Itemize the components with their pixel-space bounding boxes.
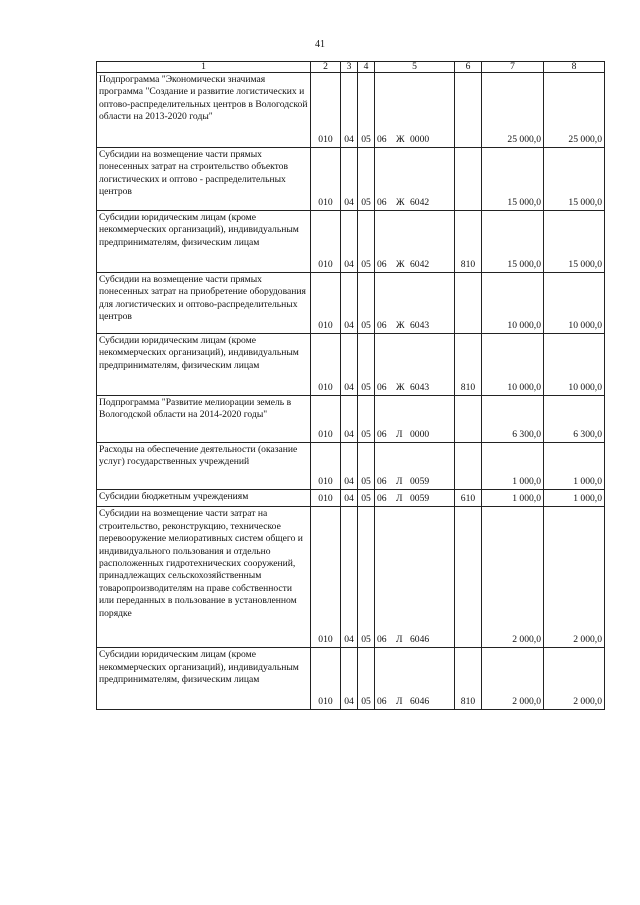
col6-cell: [455, 273, 482, 334]
code-part: 06: [377, 428, 387, 440]
row-name-cell: [97, 507, 311, 648]
row-name-cell: [97, 211, 311, 273]
col4-cell: 05: [358, 211, 375, 273]
col2-cell: 010: [311, 507, 341, 648]
row-name: Субсидии на возмещение части прямых понесенных затрат на приобретение оборудования для логистических и оптово-распределительных центров: [99, 274, 306, 323]
col3-cell: 04: [341, 273, 358, 334]
row-name: Субсидии юридическим лицам (кроме некоммерческих организаций), индивидуальным предпринимателям, физическим лицам: [99, 212, 299, 248]
col7-cell: 1 000,0: [482, 443, 544, 490]
table-row: [97, 334, 605, 396]
column-header: 7: [482, 62, 544, 73]
col2-cell: 010: [311, 334, 341, 396]
budget-table: [96, 61, 605, 710]
col8-cell: 2 000,0: [544, 648, 605, 710]
col3-cell: 04: [341, 507, 358, 648]
col6-cell: 810: [455, 648, 482, 710]
code-letter: Л: [396, 634, 403, 645]
table-row: [97, 273, 605, 334]
col4-cell: 05: [358, 443, 375, 490]
col8-cell: 25 000,0: [544, 73, 605, 148]
code-part: 06: [377, 319, 387, 331]
col3-cell: 04: [341, 443, 358, 490]
col4-cell: 05: [358, 73, 375, 148]
table-row: [97, 648, 605, 710]
code-number: 6042: [410, 196, 430, 208]
col6-cell: 810: [455, 211, 482, 273]
col5-cell: [375, 490, 455, 507]
col4-cell: 05: [358, 648, 375, 710]
code-part: 06: [377, 475, 387, 487]
col6-cell: [455, 443, 482, 490]
row-name: Субсидии юридическим лицам (кроме некоммерческих организаций), индивидуальным предпринимателям, физическим лицам: [99, 335, 299, 371]
column-header: 3: [341, 62, 358, 73]
col8-cell: 2 000,0: [544, 507, 605, 648]
code-part: 06: [377, 381, 387, 393]
col7-cell: 2 000,0: [482, 507, 544, 648]
col3-cell: 04: [341, 396, 358, 443]
code-part: 06: [377, 696, 387, 707]
col4-cell: 05: [358, 334, 375, 396]
code-number: 0000: [410, 133, 430, 145]
col6-cell: [455, 507, 482, 648]
code-letter: Ж: [396, 196, 405, 208]
col7-cell: 25 000,0: [482, 73, 544, 148]
page-number: 41: [315, 39, 325, 50]
row-name: Субсидии бюджетным учреждениям: [99, 491, 249, 502]
col3-cell: 04: [341, 648, 358, 710]
col7-cell: 6 300,0: [482, 396, 544, 443]
code-part: 06: [377, 258, 387, 270]
col2-cell: 010: [311, 73, 341, 148]
code-letter: Ж: [396, 133, 405, 145]
col4-cell: 05: [358, 273, 375, 334]
column-header: 4: [358, 62, 375, 73]
table-row: [97, 148, 605, 211]
table-row: [97, 490, 605, 507]
col8-cell: 1 000,0: [544, 443, 605, 490]
col3-cell: 04: [341, 334, 358, 396]
col7-cell: 2 000,0: [482, 648, 544, 710]
code-letter: Ж: [396, 381, 405, 393]
col2-cell: 010: [311, 273, 341, 334]
code-letter: Ж: [396, 258, 405, 270]
column-header: 5: [375, 62, 455, 73]
col5-cell: [375, 73, 455, 148]
col3-cell: 04: [341, 490, 358, 507]
row-name-cell: [97, 396, 311, 443]
col5-cell: [375, 396, 455, 443]
code-part: 06: [377, 634, 387, 645]
row-name-cell: [97, 148, 311, 211]
col6-cell: [455, 396, 482, 443]
row-name-cell: [97, 443, 311, 490]
col5-cell: [375, 211, 455, 273]
code-part: 06: [377, 133, 387, 145]
code-part: 06: [377, 196, 387, 208]
code-number: 0059: [410, 475, 430, 487]
col7-cell: 15 000,0: [482, 148, 544, 211]
col4-cell: 05: [358, 490, 375, 507]
col4-cell: 05: [358, 507, 375, 648]
col2-cell: 010: [311, 396, 341, 443]
code-number: 6046: [410, 696, 430, 707]
table-row: [97, 507, 605, 648]
code-number: 6043: [410, 381, 430, 393]
col6-cell: 810: [455, 334, 482, 396]
col7-cell: 15 000,0: [482, 211, 544, 273]
code-number: 6043: [410, 319, 430, 331]
code-part: 06: [377, 493, 387, 504]
col5-cell: [375, 648, 455, 710]
col4-cell: 05: [358, 396, 375, 443]
row-name: Субсидии юридическим лицам (кроме некоммерческих организаций), индивидуальным предпринимателям, физическим лицам: [99, 649, 299, 686]
col3-cell: 04: [341, 211, 358, 273]
col8-cell: 10 000,0: [544, 273, 605, 334]
code-number: 0000: [410, 428, 430, 440]
col5-cell: [375, 273, 455, 334]
col7-cell: 10 000,0: [482, 273, 544, 334]
table-row: [97, 443, 605, 490]
col2-cell: 010: [311, 648, 341, 710]
row-name: Расходы на обеспечение деятельности (оказание услуг) государственных учреждений: [99, 444, 298, 468]
row-name-cell: [97, 273, 311, 334]
row-name-cell: [97, 334, 311, 396]
code-letter: Л: [396, 493, 403, 504]
col8-cell: 6 300,0: [544, 396, 605, 443]
code-number: 6046: [410, 634, 430, 645]
col2-cell: 010: [311, 211, 341, 273]
column-header: 8: [544, 62, 605, 73]
col8-cell: 1 000,0: [544, 490, 605, 507]
code-number: 6042: [410, 258, 430, 270]
col7-cell: 1 000,0: [482, 490, 544, 507]
row-name: Субсидии на возмещение части прямых понесенных затрат на строительство объектов логистических и оптово - распределительных центров: [99, 149, 289, 198]
table-row: [97, 73, 605, 148]
table-row: [97, 396, 605, 443]
row-name-cell: [97, 648, 311, 710]
col4-cell: 05: [358, 148, 375, 211]
code-letter: Л: [396, 428, 403, 440]
column-header: 1: [97, 62, 311, 73]
col5-cell: [375, 507, 455, 648]
code-letter: Л: [396, 475, 403, 487]
row-name: Подпрограмма "Развитие мелиорации земель в Вологодской области на 2014-2020 годы": [99, 397, 292, 421]
code-letter: Ж: [396, 319, 405, 331]
code-letter: Л: [396, 696, 403, 707]
col3-cell: 04: [341, 148, 358, 211]
col5-cell: [375, 148, 455, 211]
col6-cell: 610: [455, 490, 482, 507]
row-name: Подпрограмма "Экономически значимая программа "Создание и развитие логистических и оптово-распределительных центров в Вологодской области на 2013-2020 годы": [99, 74, 308, 123]
table-header-row: [97, 62, 605, 73]
row-name-cell: [97, 490, 311, 507]
col8-cell: 10 000,0: [544, 334, 605, 396]
code-number: 0059: [410, 493, 430, 504]
table-row: [97, 211, 605, 273]
col5-cell: [375, 443, 455, 490]
column-header: 2: [311, 62, 341, 73]
col8-cell: 15 000,0: [544, 148, 605, 211]
col2-cell: 010: [311, 490, 341, 507]
col5-cell: [375, 334, 455, 396]
col6-cell: [455, 148, 482, 211]
row-name-cell: [97, 73, 311, 148]
col2-cell: 010: [311, 148, 341, 211]
row-name: Субсидии на возмещение части затрат на строительство, реконструкцию, техническое перевооружение мелиоративных систем общего и индивидуального пользования и отдельно расположенных гидротехнических сооружений, принадлежащих сельскохозяйственным товаропроизводителям на праве собственности или переданных в пользование в установленном порядке: [99, 508, 303, 619]
col2-cell: 010: [311, 443, 341, 490]
col7-cell: 10 000,0: [482, 334, 544, 396]
column-header: 6: [455, 62, 482, 73]
col3-cell: 04: [341, 73, 358, 148]
col8-cell: 15 000,0: [544, 211, 605, 273]
col6-cell: [455, 73, 482, 148]
